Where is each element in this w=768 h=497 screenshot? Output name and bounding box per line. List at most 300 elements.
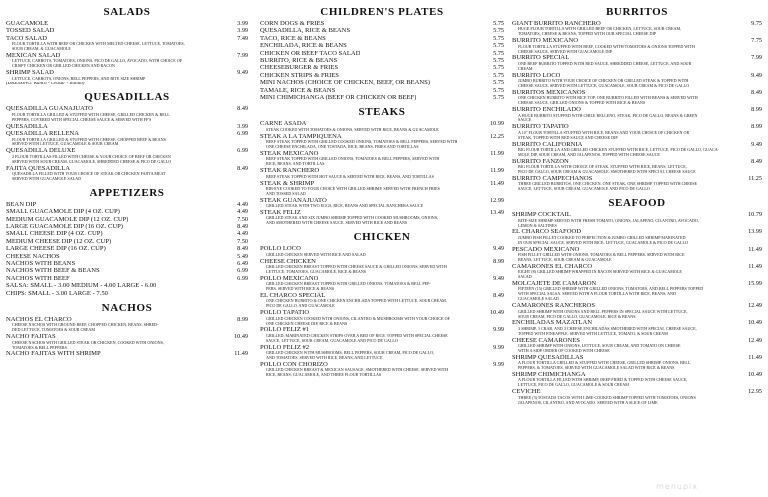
menu-item [260, 72, 504, 79]
menu-item-description: WITH A SIDE ORDER OF COOKED WITH CHEESE [518, 348, 610, 353]
menu-item [512, 175, 762, 192]
menu-item [260, 197, 504, 209]
menu-item-price: 8.49 [237, 105, 248, 113]
menu-item-price: 3.99 [237, 122, 248, 130]
menu-item [512, 123, 762, 140]
menu-item-row [6, 267, 248, 274]
menu-item-price: 10.79 [748, 211, 762, 219]
menu-item-description: WITH SPECIAL SALSA. SERVED WITH A FLOUR TORTILLA WITH RICE, BEANS, AND [518, 292, 676, 297]
menu-item-row [512, 302, 762, 309]
menu-item [6, 216, 248, 223]
menu-item-description: CHEESE NACHOS WITH GRILLED STEAK OR CHICKEN, COOKED WITH ONIONS, [12, 340, 164, 345]
section-quesadillas [6, 91, 248, 181]
menu-item-row [6, 333, 248, 340]
menu-item-description: LETTUCE, PICO DE GALLO, GUACAMOLE & SOUR CREAM [518, 383, 629, 388]
menu-item-price: 9.49 [751, 71, 762, 79]
menu-item-row [512, 280, 762, 287]
menu-item [260, 258, 504, 275]
section-heading: APPETIZERS [89, 186, 165, 199]
menu-item-name: CORN DOGS & FRIES [260, 20, 325, 27]
menu-item [260, 344, 504, 361]
menu-item [6, 123, 248, 130]
menu-item-price: 7.49 [237, 34, 248, 42]
menu-item-price: 10.49 [748, 319, 762, 327]
menu-item-row [512, 72, 762, 79]
menu-item-name: BURRITO TAPATIO [512, 123, 569, 131]
menu-item-description: SERVED WITH SOUR CREAM, GUACAMOLE, SHREDDED CHEESE & PICO DE GALLO [12, 159, 172, 164]
menu-item-description: QUESADILLA FILLED WITH YOUR CHOICE OF STEAK OR CHICKEN FAJITA MEAT [12, 171, 166, 176]
section-gap [260, 101, 504, 104]
menu-item-description: PICO DE GALLO, AND GUACAMOLE [266, 304, 335, 309]
menu-item-row [6, 275, 248, 282]
menu-item-name: PESCADO MEXICANO [512, 245, 580, 253]
menu-item-price: 9.49 [493, 245, 504, 253]
menu-item-name: CHEESE NACHOS [6, 252, 60, 260]
menu-item [512, 106, 762, 123]
menu-item-name: CAMARONES RANCHEROS [512, 302, 595, 310]
menu-item-name: EL CHARCO SPECIAL [260, 292, 326, 300]
menu-item-price: 11.49 [490, 179, 504, 187]
menu-item [260, 167, 504, 179]
section-heading: STEAKS [358, 106, 406, 119]
menu-item-description: JUMBO FISH FILLET COOKED TO PERFECTION & JUMBO GRILLED SHRIMP MARINATED [518, 235, 686, 240]
menu-item [260, 57, 504, 64]
menu-item-price: 10.49 [490, 309, 504, 317]
menu-item-name: CHICKEN STRIPS & FRIES [260, 71, 339, 79]
menu-item [260, 150, 504, 167]
menu-item-description: IN OUR SPECIAL SAUCE. SERVED WITH RICE, LETTUCE, GUACAMOLE & PICO DE GALLO [518, 240, 688, 245]
menu-item-price: 8.49 [237, 245, 248, 253]
menu-item-description: GRILLED CHICKEN BREAST TOPPED WITH CHEESE SAUCE & GRILLED ONIONS, SERVED WITH [266, 265, 447, 269]
menu-item-price: 6.99 [237, 147, 248, 155]
menu-item-name: TOSSED SALAD [6, 27, 55, 35]
menu-item [512, 337, 762, 354]
menu-item [260, 245, 504, 257]
menu-item-row [260, 361, 504, 368]
menu-item [6, 333, 248, 350]
menu-item-description: SOUR CREAM, & GUACAMOLE [12, 47, 71, 52]
section-chicken [260, 231, 504, 378]
menu-item-description: RICE, BEANS, AND TORTILLAS [266, 162, 325, 167]
menu-item-price: 5.75 [493, 71, 504, 79]
menu-item-price: 12.49 [748, 302, 762, 310]
menu-item-row [6, 165, 248, 172]
menu-item-name: MEDIUM GUACAMOLE DIP (12 OZ. CUP) [6, 215, 129, 223]
menu-item-price: 8.49 [751, 157, 762, 165]
menu-item-price: 5.75 [493, 42, 504, 50]
menu-item-row [6, 20, 248, 27]
menu-item-description: SAUCE [518, 118, 532, 123]
menu-item-description: STEAK. TOPPED WITH RED SAUCE AND CHEESE DIP [518, 135, 618, 140]
menu-item-row [260, 133, 504, 140]
menu-item-price: 9.99 [493, 360, 504, 368]
menu-item-name: NACHOS WITH BEEF & BEANS [6, 267, 100, 275]
menu-item [6, 223, 248, 230]
menu-item-description: LETTUCE, CARROTS, TOMATOES, ONIONS, PICO DE GALLO, AVOCADO, WITH CHOICE OF [12, 59, 182, 64]
menu-item [260, 94, 504, 101]
menu-item-price: 9.75 [751, 20, 762, 27]
menu-item [512, 388, 762, 405]
menu-item [6, 253, 248, 260]
menu-item-price: 7.75 [751, 37, 762, 45]
menu-item [260, 20, 504, 27]
menu-item-description: LETTUCE, TOMATOES, GUACAMOLE, RICE & BEANS [266, 269, 367, 274]
section-heading: SEAFOOD [608, 197, 666, 210]
menu-item-row [512, 228, 762, 235]
menu-item-name: BURRITO MEXICANO [512, 37, 579, 45]
menu-item-row [512, 158, 762, 165]
menu-item-description: GRILLED, MARINATED CHICKEN STRIPS OVER A BED OF RICE. TOPPED WITH SPECIAL CHEESE [266, 333, 448, 338]
section-gap [6, 86, 248, 89]
menu-item-description: THREE (3) TOSTADA TACOS WITH LIME-COOKED SHRIMP TOPPED WITH TOMATOES, ONIONS [518, 395, 696, 400]
menu-item-description: ONE CHICKEN CHEESE DIP, RICE & BEANS [266, 321, 348, 326]
menu-item-name: BURRITO FANZON [512, 157, 569, 165]
section-appetizers [6, 187, 248, 297]
menu-item-description: FISH FILLET GRILLED WITH ONIONS, TOMATOES & BELL PEPPERS. SERVED WITH RICE [518, 253, 685, 258]
menu-item [260, 27, 504, 34]
menu-item-price: 7.99 [237, 52, 248, 60]
menu-item-description: MOLE DIP, SOUR CREAM, AND JALAPENOS. TOPPED WITH CHEESE SAUCE [518, 152, 660, 157]
menu-item-description: CHEESE SAUCE, SERVED WITH GUACAMOLE DIP [518, 49, 612, 54]
section-heading: CHILDREN'S PLATES [320, 6, 444, 18]
menu-item-name: POLLO LOCO [260, 245, 301, 253]
menu-item-name: STEAK GUANAJUATO [260, 196, 327, 204]
menu-item-row [260, 94, 504, 101]
menu-item-row [260, 197, 504, 204]
menu-item-price: 7.50 [237, 215, 248, 223]
menu-item-row [6, 238, 248, 245]
menu-item-name: TAMALE, RICE & BEANS [260, 86, 336, 94]
menu-item-description: TOPPED WITH PINEAPPLE. SERVED WITH LETTUCE, TOMATO, & SOUR CREAM [518, 331, 668, 336]
menu-item-row [512, 54, 762, 61]
menu-item-price: 7.99 [751, 54, 762, 62]
menu-item-price: 5.75 [493, 86, 504, 94]
menu-item-row [260, 167, 504, 174]
menu-item [6, 350, 248, 357]
menu-item-name: CAMARONES EL CHARCO [512, 262, 592, 270]
menu-item [512, 20, 762, 37]
menu-item-price: 11.49 [234, 350, 248, 358]
menu-item-name: CEVICHE [512, 388, 541, 396]
menu-item-row [260, 72, 504, 79]
menu-item [260, 50, 504, 57]
menu-item-row [6, 216, 248, 223]
menu-item-description: SAUCE, LETTUCE, SOUR CREAM, GUACAMOLE AND PICO DE GALLO [266, 338, 398, 343]
menu-item-name: EL CHARCO SEAFOOD [512, 228, 581, 236]
menu-item-description: PEPPERS, & TOMATOES. SERVED WITH GUACAMOLE SALAD WITH RICE & BEANS [518, 366, 675, 371]
section-steaks [260, 106, 504, 226]
menu-item-price: 12.49 [748, 336, 762, 344]
menu-item-description: PEPPERS, COVERED WITH SPECIAL CHEESE SAUCE & SERVED WITH FF'S [12, 117, 152, 122]
menu-item-description: SERVED WITH LETTUCE, GUACAMOLE & SOUR CREAM [12, 142, 119, 147]
menu-item-row [260, 275, 504, 282]
menu-item [260, 275, 504, 292]
menu-item-row [6, 208, 248, 215]
menu-item-price: 3.99 [237, 20, 248, 27]
menu-item-row [260, 150, 504, 157]
menu-item-name: BEAN DIP [6, 200, 37, 208]
menu-item [512, 263, 762, 280]
menu-item-description: 2 FLOUR TORTILLAS FILLED WITH CHEESE & YOUR CHOICE OF BEEF OR CHICKEN [12, 154, 171, 159]
menu-item-row [512, 388, 762, 395]
menu-item-description: STEAK COOKED WITH TOMATOES & ONIONS, SERVED WITH RICE, BEANS & GUACAMOLE [266, 127, 439, 132]
menu-item-description: CHEESE SAUCE, GRILLED ONIONS & TOPPED WITH RICE & BEANS [518, 101, 646, 106]
menu-item-row [512, 263, 762, 270]
menu-item-description: BEEF STEAK TOPPED WITH HOT SAUCE & SERVED WITH RICE, BEANS, AND TORTILLAS [266, 174, 434, 179]
menu-item [512, 89, 762, 106]
menu-item-row [512, 141, 762, 148]
menu-item [6, 52, 248, 69]
menu-item-row [260, 258, 504, 265]
menu-item-price: 5.75 [493, 20, 504, 27]
menu-item [260, 64, 504, 71]
menu-item [260, 361, 504, 378]
menu-item-price: 4.49 [237, 230, 248, 238]
menu-item [6, 69, 248, 81]
menu-item [512, 54, 762, 71]
menu-item-name: BURRITOS MEXICANOS [512, 88, 586, 96]
menu-item-row [6, 230, 248, 237]
menu-item [260, 326, 504, 343]
menu-item-name: FAJITA QUESADILLA [6, 164, 71, 172]
menu-item-row [512, 89, 762, 96]
menu-item [260, 42, 504, 49]
menu-item-row [512, 319, 762, 326]
menu-item-price: 11.25 [748, 174, 762, 182]
menu-item-row [6, 282, 248, 289]
menu-item-price: 4.49 [237, 208, 248, 216]
menu-item-description: PERS. SERVED WITH RICE & BEANS [266, 287, 335, 292]
menu-item-row [6, 223, 248, 230]
menu-item-row [512, 123, 762, 130]
menu-item-description: RIB-EYE COOKED TO YOUR CHOICE WITH GRILLED SHRIMP, SERVED WITH FRENCH FRIES [266, 186, 440, 191]
menu-item-price: 8.49 [493, 292, 504, 300]
menu-item-description: A FLOUR TORTILLA GRILLED & STUFFED WITH CHEESE, GRILLED SHRIMP, ONIONS, BELL [518, 361, 691, 366]
section-heading: BURRITOS [605, 6, 669, 18]
menu-item-description: GRILLED STEAK AND SIX JUMBO SHRIMP TOPPED WITH COOKED MUSHROOMS, ONIONS, [266, 216, 439, 221]
menu-item [512, 72, 762, 89]
menu-item [6, 20, 248, 27]
menu-item-name: BURRITO SPECIAL [512, 54, 570, 62]
section-gap [6, 297, 248, 300]
menu-item-price: 5.75 [493, 57, 504, 65]
menu-item-row [6, 52, 248, 59]
menu-item [6, 82, 248, 87]
menu-item-row [512, 337, 762, 344]
menu-item-description: FLOUR TORTILLA WITH BEEF OR CHICKEN WITH MELTED CHEESE, LETTUCE, TOMATOES, [12, 42, 185, 47]
menu-item [6, 208, 248, 215]
menu-item [6, 35, 248, 52]
menu-item-description: GRILLED CHICKEN BREAST TOPPED WITH GRILLED ONIONS, TOMATOES & BELL PEP- [266, 282, 431, 287]
menu-item-description: CHEESE NACHOS WITH GROUND BEEF, CHOPPED CHICKEN, BEANS, SHRED- [12, 323, 159, 328]
menu-item [260, 209, 504, 226]
menu-item-price: 12.95 [748, 388, 762, 396]
menu-item-name: QUESADILLA, RICE & BEANS [260, 27, 351, 35]
menu-item-price: 10.49 [234, 333, 248, 341]
menu-item [6, 165, 248, 182]
menu-item [6, 290, 248, 297]
menu-item-price: 3.99 [237, 27, 248, 35]
menu-item-row [6, 35, 248, 42]
menu-item-row [260, 87, 504, 94]
menu-item-row [6, 27, 248, 34]
menu-item-name: NACHOS WITH BEANS [6, 260, 76, 267]
menu-item-description: CREAM [518, 66, 533, 71]
menu-item-row [6, 201, 248, 208]
menu-item [6, 316, 248, 333]
menu-item-description: BITE-SIZE SHRIMP SERVED WITH FRESH TOMATO, ONIONS, JALAPENO, CILANTRO, AVOCADO, [518, 218, 699, 223]
menu-item-description: GUACAMOLE SALAD [518, 297, 559, 302]
menu-item-row [6, 316, 248, 323]
menu-item-name: NACHOS WITH BEEF [6, 274, 70, 282]
menu-item-price: 15.99 [748, 280, 762, 288]
menu-item-price: 8.49 [237, 222, 248, 230]
section-heading: QUESADILLAS [84, 91, 170, 104]
section-children-s-plates [260, 6, 504, 101]
menu-item-name: MEDIUM CHEESE DIP (12 OZ. CUP) [6, 237, 112, 245]
menu-item-row [260, 120, 504, 127]
menu-item-name: STEAK FELIZ [260, 209, 301, 217]
menu-item-price: 10.99 [490, 120, 504, 128]
section-gap [6, 358, 248, 361]
section-gap [260, 378, 504, 381]
menu-item-row [260, 209, 504, 216]
menu-item-name: MOLCAJETE DE CAMARON [512, 280, 597, 288]
menu-item-description: 3 SHRIMP, 3 CRAB, AND 3 CHEESE ENCHILADAS SMOTHERED WITH SPECIAL CHEESE SAUCE, [518, 326, 697, 331]
menu-item-row [6, 253, 248, 260]
menu-item-row [260, 245, 504, 252]
menu-item-name: NACHO FAJITAS WITH SHRIMP [6, 350, 101, 358]
menu-item-description: BIG FLOUR TORTILLA WITH CHOICE OF STEAK, STUFFED WITH RICE, BEANS, LETTUCE, [518, 165, 687, 170]
menu-item-price: 5.75 [493, 49, 504, 57]
menu-item-price: 10.49 [748, 371, 762, 379]
menu-item-description: JUMBO BURRITO WITH YOUR CHOICE OF CHICKEN OR GRILLED STEAK & TOPPED WITH [518, 79, 689, 84]
menu-item [6, 230, 248, 237]
menu-item-price: 11.49 [748, 245, 762, 253]
menu-item-row [6, 290, 248, 297]
menu-item-row [512, 371, 762, 378]
menu-item-price: 5.75 [493, 79, 504, 87]
menu-item-name: CARNE ASADA [260, 120, 307, 128]
menu-item-name: CHEESEBURGER & FRIES [260, 64, 339, 72]
menu-item-name: SMALL GUACAMOLE DIP (4 OZ. CUP) [6, 208, 120, 216]
menu-item-price: 11.49 [748, 353, 762, 361]
menu-item-price: 12.99 [490, 196, 504, 204]
section-salads [6, 6, 248, 86]
menu-item-row [512, 175, 762, 182]
menu-item [512, 319, 762, 336]
menu-item-description: LEMON & SALTINES [518, 223, 557, 228]
menu-item-name: POLLO CON CHORIZO [260, 360, 328, 368]
menu-item-row [260, 57, 504, 64]
menu-item-name: POLLO MEXICANO [260, 274, 319, 282]
menu-item-row [6, 123, 248, 130]
menu-item-description: AND SMOTHERED WITH CHEESE SAUCE. SERVED WITH RICE AND BEANS [266, 221, 408, 226]
section-seafood [512, 197, 762, 405]
menu-item-row [512, 211, 762, 218]
menu-item [512, 158, 762, 175]
menu-item [6, 275, 248, 282]
menu-item-name: CHEESE CAMARONES [512, 336, 580, 344]
menu-column-3 [512, 4, 762, 409]
menu-item-description: BEEF STEAK TOPPED WITH GRILLED COOKED ONIONS, TOMATOES & BELL PEPPERS, SERVED WITH [266, 140, 458, 145]
menu-column-2 [260, 4, 504, 381]
menu-item-description: A 10" FLOUR TORTILLA STUFFED WITH RICE, BEANS AND YOUR CHOICE OF CHICKEN OR [518, 130, 690, 135]
section-heading: CHICKEN [353, 231, 411, 244]
menu-item-price: 11.49 [748, 262, 762, 270]
menu-item [512, 280, 762, 302]
menu-item [6, 245, 248, 252]
menu-item [512, 246, 762, 263]
menu-item-price: 6.49 [237, 260, 248, 267]
menu-item-row [512, 354, 762, 361]
section-gap [6, 182, 248, 185]
menu-item-name: ENCHILADA, RICE & BEANS [260, 42, 347, 50]
menu-item [512, 37, 762, 54]
menu-item-description: AND TOMATOES. SERVED WITH RICE, BEANS, AND LETTUCE [266, 356, 383, 360]
menu-item-row [260, 180, 504, 187]
menu-item-price: 8.99 [493, 257, 504, 265]
menu-item [512, 141, 762, 158]
menu-item-name: QUESADILLA GUANAJUATO [6, 105, 93, 113]
menu-item [260, 292, 504, 309]
menu-item-description: A FLOUR TORTILLA FILLED WITH SHRIMP, DEEP FRIED & TOPPED WITH CHEESE SAUCE, [518, 378, 688, 383]
menu-item-description: DED LETTUCE, TOMATOES & SOUR CREAM [12, 328, 96, 333]
menu-item-price: 13.99 [748, 228, 762, 236]
menu-item-row [260, 35, 504, 42]
menu-item-name: SALSA: SMALL - 3.00 MEDIUM - 4.00 LARGE - 6.00 [6, 282, 157, 290]
menu-item-name: LARGE GUACAMOLE DIP (16 OZ. CUP) [6, 222, 123, 230]
menu-item-row [512, 246, 762, 253]
menu-item-name: STEAK RANCHERO [260, 167, 320, 175]
menu-item-description: ONE CHEESE ENCHILADA, ONE TOSTADA, RICE, BEANS, FRIES AND TORTILLAS [266, 145, 419, 150]
menu-item-description: CHEESE SAUCE. SERVED WITH LETTUCE, GUACAMOLE, SOUR CREAM & PICO DE GALLO [518, 83, 690, 88]
menu-item [260, 180, 504, 197]
menu-item-row [260, 42, 504, 49]
menu-item [6, 282, 248, 289]
menu-item-description: TOMATOES & BELL PEPPERS [12, 345, 67, 350]
section-heading: NACHOS [101, 302, 153, 315]
menu-item-description: BEANS, LETTUCE, SOUR CREAM & GUACAMOLE [518, 257, 612, 262]
menu-item-price: 9.49 [493, 274, 504, 282]
menu-item-row [6, 130, 248, 137]
menu-item [6, 260, 248, 267]
menu-item-price: 13.49 [490, 209, 504, 217]
menu-item-description: FLOUR TORTILLA GRILLED & STUFFED WITH CHEESE, GRILLED CHICKEN & BELL [12, 112, 170, 117]
menu-item-price: 9.49 [751, 140, 762, 148]
menu-item-row [6, 350, 248, 357]
menu-item [512, 302, 762, 319]
menu-item [512, 211, 762, 228]
menu-item-price: 9.49 [237, 69, 248, 77]
menu-item [260, 309, 504, 326]
menu-item-description: PICO DE GALLO, SOUR CREAM & GUACAMOLE. SMOTHERED WITH SPECIAL CHEESE SAUCE [518, 170, 696, 175]
menu-item-description: GRILLED STEAK WITH TWO EGGS, RICE, BEANS AND SPECIAL RANCHERA SAUCE [266, 204, 424, 209]
section-heading: SALADS [103, 6, 151, 18]
menu-item-description: SAUCE, LETTUCE, SOUR CREAM, GUACAMOLE AND PICO DE GALLO [518, 187, 650, 192]
menu-item-description: SALAD [518, 275, 532, 280]
menu-item-description: GRILLED SHRIMP WITH ONIONS, LETTUCE, SOUR CREAM, AND TOMATO ON CHEESE [518, 344, 681, 349]
menu-item-name: ENCHILADAS MAZATLAN [512, 319, 593, 327]
menu-item-row [6, 245, 248, 252]
menu-item-price: 4.49 [237, 200, 248, 208]
menu-item-row [6, 69, 248, 76]
menu-item-price: 5.75 [493, 27, 504, 35]
menu-item-name: POLLO TAPATIO [260, 309, 310, 317]
menu-item-name: POLLO FELIZ #1 [260, 326, 310, 334]
menu-item [260, 87, 504, 94]
menu-item-row [260, 50, 504, 57]
